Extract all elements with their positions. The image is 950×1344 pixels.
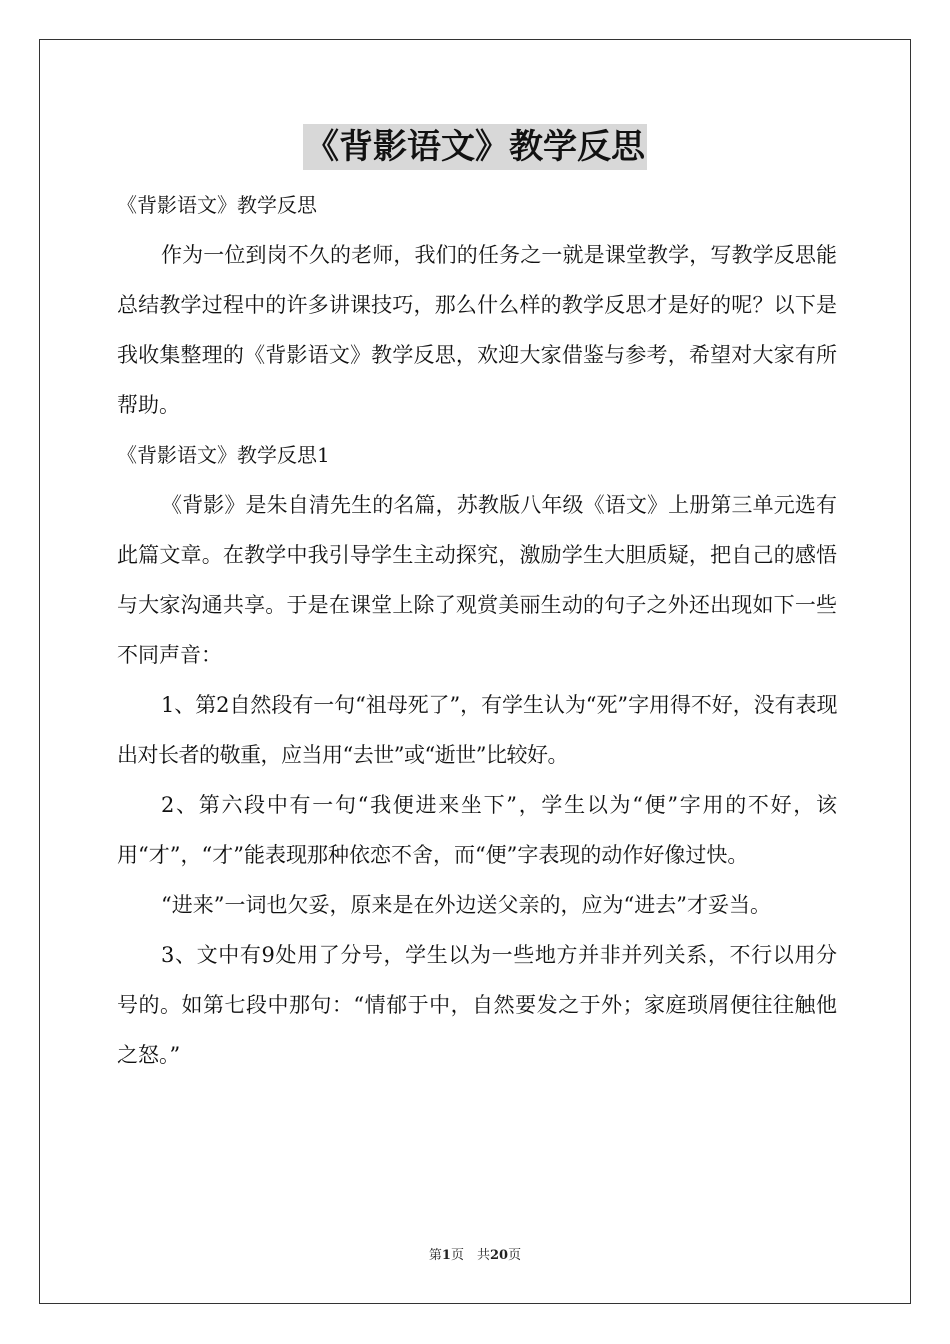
total-page-number: 20 bbox=[489, 1248, 509, 1263]
page-label-suffix: 页 bbox=[508, 1248, 522, 1263]
body-paragraph: 《背影》是朱自清先生的名篇，苏教版八年级《语文》上册第三单元选有此篇文章。在教学中我引导学生主动探究，激励学生大胆质疑，把自己的感悟与大家沟通共享。于是在课堂上除了观赏美丽生动的句子之外还出现如下一些不同声音： bbox=[117, 493, 837, 667]
title-container bbox=[0, 124, 950, 170]
page-footer bbox=[0, 1246, 950, 1266]
intro-paragraph: 作为一位到岗不久的老师，我们的任务之一就是课堂教学，写教学反思能总结教学过程中的许多讲课技巧，那么什么样的教学反思才是好的呢？以下是我收集整理的《背影语文》教学反思，欢迎大家借鉴与参考，希望对大家有所帮助。 bbox=[117, 243, 837, 417]
current-page-number: 1 bbox=[441, 1248, 451, 1263]
body-paragraph: 3、文中有9处用了分号，学生以为一些地方并非并列关系，不行以用分号的。如第七段中那句：“情郁于中，自然要发之于外；家庭琐屑便往往触他之怒。” bbox=[117, 943, 837, 1067]
section-heading: 《背影语文》教学反思1 bbox=[117, 443, 330, 467]
document-subtitle: 《背影语文》教学反思 bbox=[117, 193, 317, 217]
body-paragraph: 2、第六段中有一句“我便进来坐下”，学生以为“便”字用的不好，该用“才”，“才”能表现那种依恋不舍，而“便”字表现的动作好像过快。 bbox=[117, 793, 837, 867]
page-label-prefix: 第 bbox=[428, 1248, 442, 1263]
body-paragraph: “进来”一词也欠妥，原来是在外边送父亲的，应为“进去”才妥当。 bbox=[161, 893, 771, 917]
body-paragraph: 1、第2自然段有一句“祖母死了”，有学生认为“死”字用得不好，没有表现出对长者的敬重，应当用“去世”或“逝世”比较好。 bbox=[117, 693, 837, 767]
document-title: 《背影语文》教学反思 bbox=[303, 124, 647, 170]
document-body bbox=[117, 180, 837, 1080]
page-label-mid: 页 共 bbox=[450, 1248, 490, 1263]
